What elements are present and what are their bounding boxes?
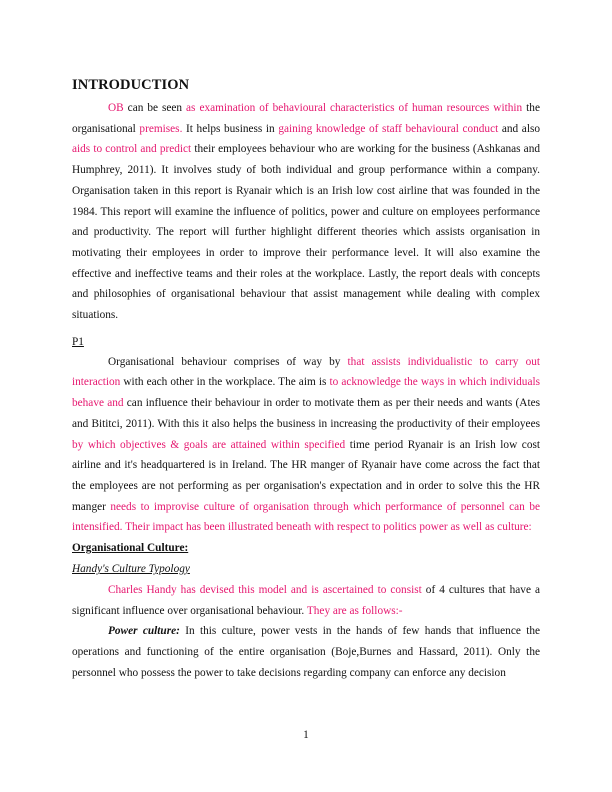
- body-text: and also: [498, 122, 540, 135]
- power-culture-term: Power culture:: [108, 625, 180, 638]
- body-text: It helps business in: [182, 122, 279, 135]
- body-text: Organisational behaviour comprises of way by: [108, 355, 348, 368]
- highlighted-text: aids to control and predict: [72, 143, 195, 156]
- highlighted-text: OB: [108, 102, 124, 114]
- section-heading-introduction: INTRODUCTION: [72, 77, 190, 93]
- highlighted-text: needs to improvise culture of organisation through which performance of personnel can be intensified. Their impact has been illustrated beneath with respect to politics power as well as culture:: [72, 500, 540, 534]
- handy-paragraph: [72, 580, 540, 621]
- body-text: can influence their behaviour in order to motivate them as per their needs and wants (Ates and Bititci, 2011). With this it also helps the business in increasing the productivity of their employees: [72, 397, 540, 430]
- highlighted-text: gaining knowledge of staff behavioural conduct: [278, 122, 499, 135]
- body-text: time period Ryanair is an Irish low cost airline and it's headquartered is in Ireland. The HR manger of Ryanair have come across the fact that the employees are not performing as per organisation's expectation and in order to solve this the HR manger: [72, 438, 541, 513]
- power-culture-paragraph: [72, 621, 540, 683]
- highlighted-text: that assists individualistic to carry out interaction: [72, 355, 540, 389]
- highlighted-text: They are as follows:-: [306, 604, 403, 617]
- body-text: with each other in the workplace. The aim is: [120, 376, 330, 389]
- highlighted-text: as examination of behavioural characteristics of human resources within: [186, 102, 523, 114]
- highlighted-text: Charles Handy has devised this model and is ascertained to consist: [108, 584, 422, 597]
- p1-paragraph: [72, 352, 540, 538]
- body-text: the organisational: [72, 102, 540, 135]
- page-number: 1: [303, 729, 309, 741]
- p1-label: P1: [72, 335, 84, 348]
- body-text: their employees behaviour who are working for the business (Ashkanas and Humphrey, 2011). It involves study of both individual and group performance within a company. Organisation taken in this report is Ryanair which is an Irish low cost airline that was founded in the 1984. This report will examine the influence of politics, power and culture on employees performance and productivity. The report will further highlight different theories which assists organisation in motivating their employees in order to improve their performance level. It will also examine the effective and ineffective teams and their roles at the workplace. Lastly, the report deals with concepts and philosophies of organisational behaviour that assist management while dealing with complex situations.: [72, 143, 540, 322]
- highlighted-text: to acknowledge the ways in which individuals behave and: [72, 376, 540, 410]
- body-text: In this culture, power vests in the hands of few hands that influence the operations and functioning of the entire organisation (Boje,Burnes and Hassard, 2011). Only the personnel who possess the power to take decisions regarding company can enforce any decision: [72, 625, 540, 679]
- organisational-culture-heading: Organisational Culture:: [72, 542, 189, 555]
- highlighted-text: by which objectives & goals are attained within specified: [72, 438, 346, 451]
- body-text: can be seen: [123, 102, 187, 114]
- highlighted-text: premises.: [139, 122, 183, 135]
- intro-paragraph: [72, 98, 540, 326]
- handy-typology-heading: Handy's Culture Typology: [72, 563, 190, 576]
- body-text: of 4 cultures that have a significant influence over organisational behaviour.: [72, 584, 541, 617]
- page-content: [72, 77, 540, 684]
